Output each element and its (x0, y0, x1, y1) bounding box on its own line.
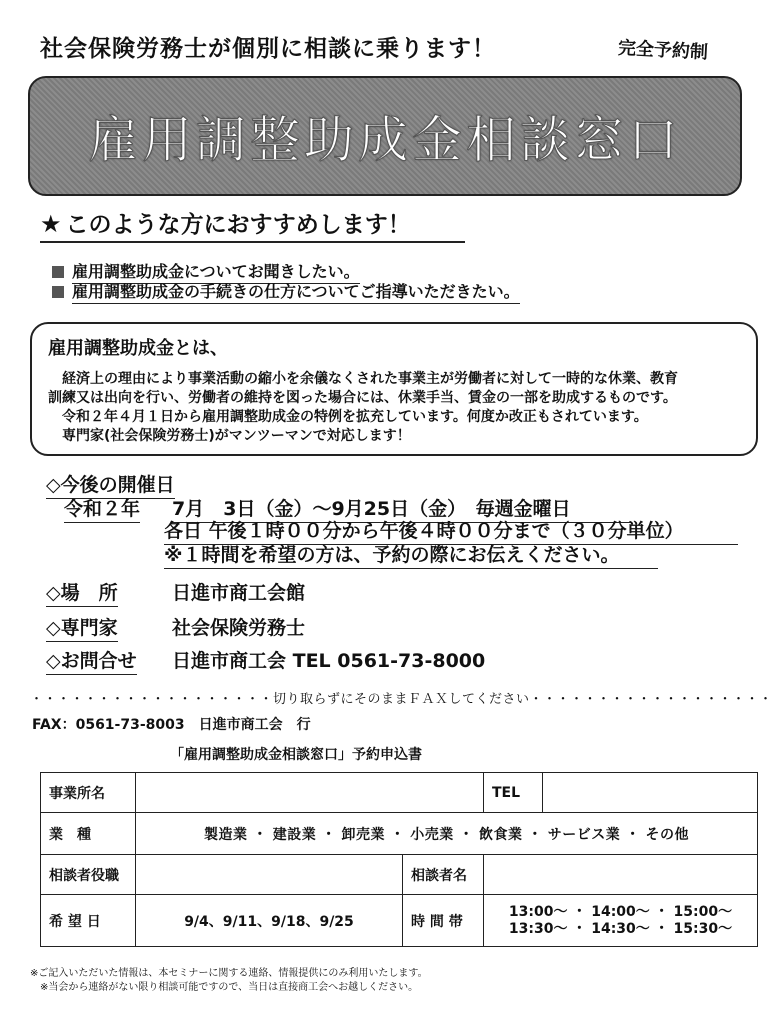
industry-label: 業 種 (41, 813, 136, 855)
position-field[interactable] (136, 855, 403, 895)
page-title: 雇用調整助成金相談窓口 (88, 111, 682, 169)
header-tagline: 社会保険労務士が個別に相談に乗ります！ (40, 36, 496, 62)
recommend-item-text: 雇用調整助成金の手続きの仕方についてご指導いただきたい。 (72, 279, 520, 304)
about-heading: 雇用調整助成金とは、 (48, 338, 228, 359)
contact-label: ◇お問合せ (46, 646, 137, 675)
form-row-industry (41, 813, 758, 855)
schedule-era: 令和２年 (64, 494, 140, 523)
form-title: 「雇用調整助成金相談窓口」予約申込書 (170, 747, 422, 763)
recommend-heading-text: このような方におすすめします！ (65, 212, 411, 238)
square-bullet-icon (52, 286, 64, 298)
expert-value: 社会保険労務士 (172, 617, 306, 639)
schedule-note: ※１時間を希望の方は、予約の際にお伝えください。 (164, 540, 658, 569)
about-line: 訓練又は出向を行い、労働者の維持を図った場合には、休業手当、賃金の一部を助成するものです。 (48, 390, 677, 406)
reservation-badge: 完全予約制 (617, 37, 709, 64)
contact-value: 日進市商工会 TEL 0561-73-8000 (172, 650, 486, 672)
venue-label: ◇場 所 (46, 578, 118, 607)
company-field[interactable] (136, 773, 484, 813)
cut-line: ・・・・・・・・・・・・・・・・・・切り取らずにそのままＦＡＸしてください・・・・・・・・・・・・・・・・・・ (30, 692, 773, 707)
position-label: 相談者役職 (41, 855, 136, 895)
name-field[interactable] (484, 855, 758, 895)
star-icon: ★ (40, 210, 62, 238)
about-line: 専門家(社会保険労務士)がマンツーマンで対応します！ (48, 428, 411, 444)
schedule-hours: 各日 午後１時００分から午後４時００分まで（３０分単位） (164, 516, 738, 545)
recommend-item (52, 279, 520, 304)
time-options-row: 13:00～ ・ 14:00～ ・ 15:00～ (508, 903, 733, 920)
time-options[interactable] (484, 895, 758, 947)
time-label: 時 間 帯 (403, 895, 484, 947)
form-row-person (41, 855, 758, 895)
tel-field[interactable] (543, 773, 758, 813)
form-row-company (41, 773, 758, 813)
time-options-row: 13:30～ ・ 14:30～ ・ 15:30～ (508, 920, 733, 937)
recommend-heading (40, 206, 465, 243)
industry-options[interactable]: 製造業 ・ 建設業 ・ 卸売業 ・ 小売業 ・ 飲食業 ・ サービス業 ・ その他 (136, 813, 758, 855)
schedule-label: ◇今後の開催日 (46, 470, 175, 499)
footnote: ※当会から連絡がない限り相談可能ですので、当日は直接商工会へお越しください。 (30, 982, 419, 993)
recommend-item-text: 雇用調整助成金についてお聞きしたい。 (72, 259, 360, 284)
footnote: ※ご記入いただいた情報は、本セミナーに関する連絡、情報提供にのみ利用いたします。 (30, 968, 428, 979)
tel-label: TEL (484, 773, 543, 813)
company-label: 事業所名 (41, 773, 136, 813)
fax-destination: FAX：0561-73-8003 日進市商工会 行 (32, 717, 311, 733)
date-options[interactable]: 9/4、9/11、9/18、9/25 (136, 895, 403, 947)
application-form (40, 772, 758, 947)
form-row-schedule (41, 895, 758, 947)
about-line: 経済上の理由により事業活動の縮小を余儀なくされた事業主が労働者に対して一時的な休業、教育 (48, 371, 678, 387)
square-bullet-icon (52, 266, 64, 278)
expert-label: ◇専門家 (46, 613, 118, 642)
venue-value: 日進市商工会館 (172, 582, 306, 604)
about-line: 令和２年４月１日から雇用調整助成金の特例を拡充しています。何度か改正もされています。 (48, 409, 648, 425)
date-label: 希 望 日 (41, 895, 136, 947)
schedule-dates: 7月 3日（金）～9月25日（金） 毎週金曜日 (172, 494, 632, 523)
name-label: 相談者名 (403, 855, 484, 895)
title-banner (28, 76, 742, 196)
